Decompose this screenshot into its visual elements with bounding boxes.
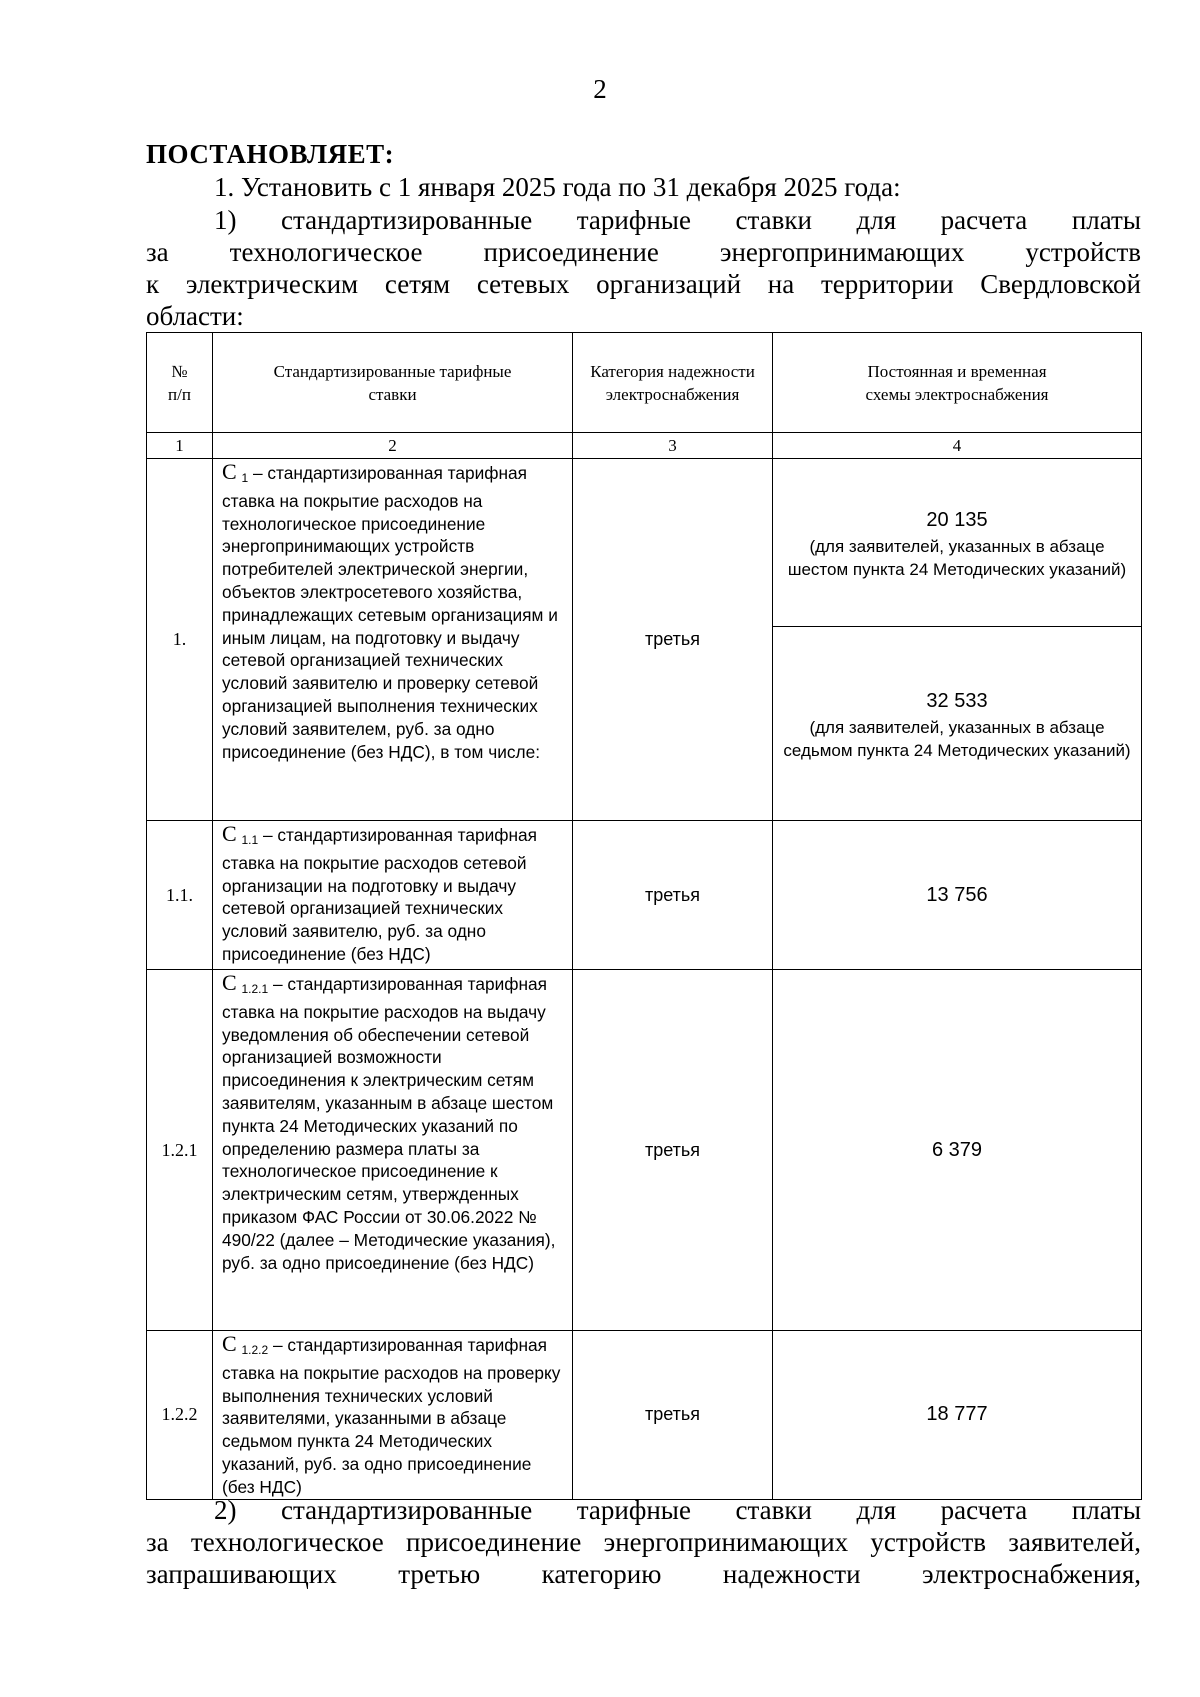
row-number: 1.2.1 [147,970,213,1331]
text-line: за технологическое присоединение энергопринимающих устройств [146,237,1141,267]
reliability-category: третья [573,1331,773,1500]
row-number: 1. [147,459,213,821]
page-number: 2 [593,74,607,104]
reliability-category: третья [573,970,773,1331]
rate-description: С $_{1.1}$ – стандартизированная тарифная ставка на покрытие расходов сетевой организации на подготовку и выдачу сетевой организацией технических условий заявителю, руб. за одно присоединение (без НДС) [213,821,573,970]
header-category: Категория надежности электроснабжения [573,333,773,433]
rate-description: С $_{1.2.1}$ – стандартизированная тарифная ставка на покрытие расходов на выдачу уведомления об обеспечении сетевой организацией возможности присоединения к электрическим сетям заявителям, указанным в абзаце шестом пункта 24 Методических указаний по определению размера платы за технологическое присоединение к электрическим сетям, утвержденных приказом ФАС России от 30.06.2022 № 490/22 (далее – Методические указания), руб. за одно присоединение (без НДС) [213,970,573,1331]
table-row [147,1331,1142,1500]
rate-value: 20 135 [926,508,988,531]
tariff-table [146,332,1142,1500]
column-number: 2 [213,433,573,459]
row-number: 1.1. [147,821,213,970]
header-scheme: Постоянная и временная схемы электроснабжения [773,333,1142,433]
column-number: 1 [147,433,213,459]
column-number: 4 [773,433,1142,459]
resolution-heading: ПОСТАНОВЛЯЕТ: [146,139,395,169]
clause-1-subitem-1 [146,204,1141,332]
text-line: к электрическим сетям сетевых организаций на территории Свердловской [146,269,1141,299]
rate-value: 6 379 [773,970,1142,1331]
rate-value: 32 533 [926,689,988,712]
table-row [147,459,1142,627]
column-number-row [147,433,1142,459]
rate-value-7th-paragraph [773,627,1142,821]
text-line: 1) стандартизированные тарифные ставки для расчета платы [214,205,1141,235]
table-row [147,970,1142,1331]
text-line: области: [146,301,244,331]
rate-description: С $_{1.2.2}$ – стандартизированная тарифная ставка на покрытие расходов на проверку выполнения технических условий заявителями, указанными в абзаце седьмом пункта 24 Методических указаний, руб. за одно присоединение (без НДС) [213,1331,573,1500]
clause-1: 1. Установить с 1 января 2025 года по 31 декабря 2025 года: [214,172,901,202]
rate-note: (для заявителей, указанных в абзаце седьмом пункта 24 Методических указаний) [783,717,1131,760]
header-number: № п/п [147,333,213,433]
text-line: за технологическое присоединение энергопринимающих устройств заявителей, [146,1527,1141,1557]
rate-description: С $_1$ – стандартизированная тарифная ставка на покрытие расходов на технологическое присоединение энергопринимающих устройств потребителей электрической энергии, объектов электросетевого хозяйства, принадлежащих сетевым организациям и иным лицам, на подготовку и выдачу сетевой организацией технических условий заявителю и проверку сетевой организацией выполнения технических условий заявителем, руб. за одно присоединение (без НДС), в том числе: [213,459,573,821]
table-row [147,821,1142,970]
header-rates: Стандартизированные тарифные ставки [213,333,573,433]
rate-note: (для заявителей, указанных в абзаце шестом пункта 24 Методических указаний) [787,536,1127,579]
row-number: 1.2.2 [147,1331,213,1500]
clause-1-subitem-2 [146,1494,1141,1590]
text-line: 2) стандартизированные тарифные ставки для расчета платы [214,1495,1141,1525]
reliability-category: третья [573,459,773,821]
text-line: запрашивающих третью категорию надежности электроснабжения, [146,1559,1141,1589]
column-number: 3 [573,433,773,459]
reliability-category: третья [573,821,773,970]
rate-value: 13 756 [773,821,1142,970]
rate-value-6th-paragraph [773,459,1142,627]
table-header-row [147,333,1142,433]
rate-value: 18 777 [773,1331,1142,1500]
